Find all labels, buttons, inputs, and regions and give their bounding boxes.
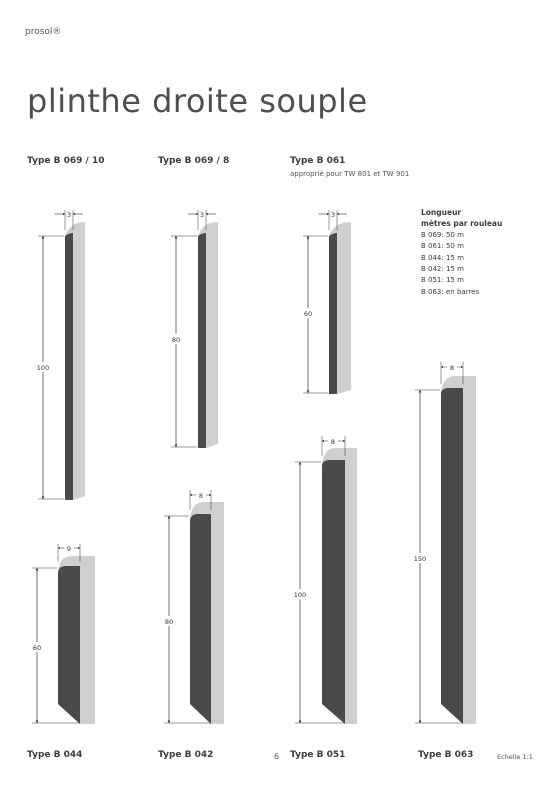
profile-b069-10: [35, 210, 85, 500]
legend-row: B 069: 50 m: [421, 230, 464, 239]
legend-row: B 042: 15 m: [421, 265, 464, 274]
label-type-b069-10: Type B 069 / 10: [27, 156, 105, 166]
page-title: plinthe droite souple: [27, 82, 368, 120]
dim-thickness-b051: 8: [330, 438, 336, 446]
page-number: 6: [274, 752, 280, 761]
profile-b063: [412, 362, 476, 724]
dim-thickness-b063: 8: [449, 364, 455, 372]
dim-height-b051: 100: [293, 591, 307, 599]
dim-thickness-b044: 9: [66, 545, 72, 553]
legend-row: B 063: en barres: [421, 287, 480, 296]
profile-b051: [292, 436, 357, 724]
legend-row: B 051: 15 m: [421, 276, 464, 285]
label-type-b069-8: Type B 069 / 8: [158, 156, 230, 166]
b061-compat-note: approprié pour TW 801 et TW 901: [290, 170, 410, 178]
profile-b044: [29, 544, 95, 724]
legend-row: B 061: 50 m: [421, 242, 464, 251]
scale-note: Echelle 1:1: [497, 753, 533, 761]
label-type-b044: Type B 044: [27, 750, 83, 760]
legend-row: B 044: 15 m: [421, 253, 464, 262]
dim-height-b061: 60: [303, 310, 313, 318]
dim-height-b044: 60: [32, 644, 42, 652]
label-type-b051: Type B 051: [290, 750, 346, 760]
dim-thickness-b069-10: 3: [66, 211, 72, 219]
dim-thickness-b061: 3: [330, 211, 336, 219]
label-type-b042: Type B 042: [158, 750, 214, 760]
dim-thickness-b069-8: 3: [199, 211, 205, 219]
profile-b061: [300, 210, 351, 394]
profile-b042: [161, 490, 224, 724]
dim-height-b069-10: 100: [36, 364, 50, 372]
label-type-b061: Type B 061: [290, 156, 346, 166]
legend-title-1: Longueur: [421, 208, 462, 217]
dim-thickness-b042: 8: [198, 492, 204, 500]
brand-logo: prosol®: [25, 27, 62, 37]
dim-height-b042: 80: [164, 618, 174, 626]
dim-height-b069-8: 80: [171, 336, 181, 344]
profile-b069-8: [168, 210, 218, 448]
label-type-b063: Type B 063: [418, 750, 474, 760]
dim-height-b063: 150: [413, 555, 427, 563]
legend-title-2: mètres par rouleau: [421, 219, 503, 229]
